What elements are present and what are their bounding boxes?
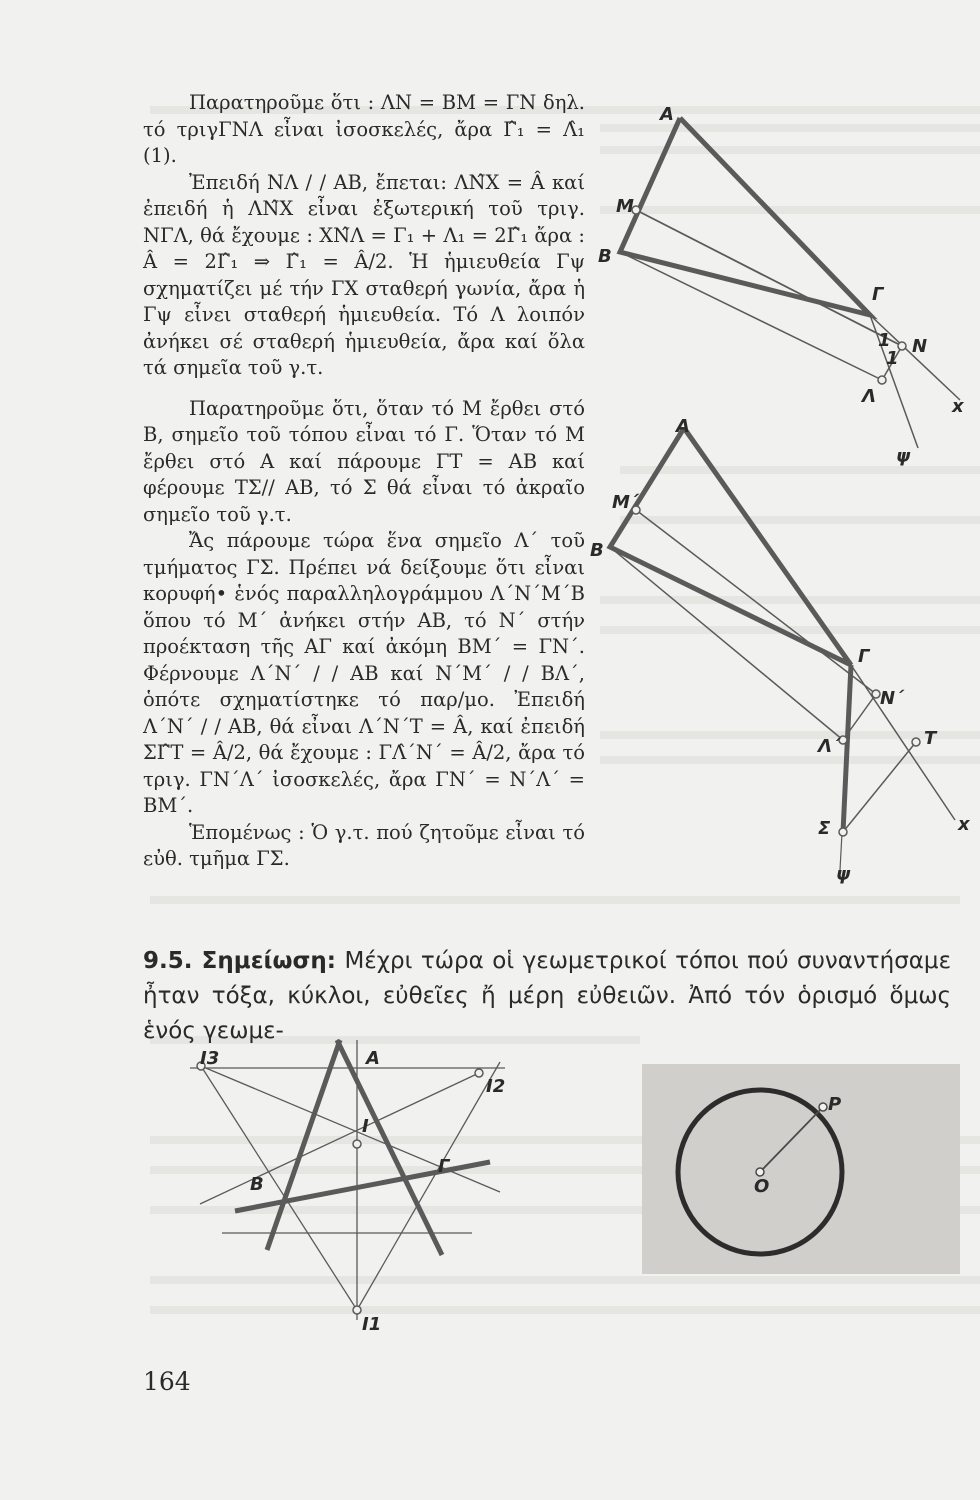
page-number: 164 bbox=[143, 1367, 191, 1396]
proof-paragraph-1: Παρατηροῦμε ὅτι : ΛΝ = ΒΜ = ΓΝ δηλ. τό τριγΓΝΛ εἶναι ἰσοσκελές, ἄρα Γ̂₁ = Λ̂₁ (1). bbox=[143, 91, 585, 167]
note-text: Μέχρι τώρα οἱ γεωμετρικοί τόποι πού συναντήσαμε ἦταν τόξα, κύκλοι, εὐθεῖες ἤ μέρη εὐθειῶν. Ἀπό τόν ὁρισμό ὅμως ἑνός γεωμε- bbox=[143, 948, 951, 1044]
proof-paragraph-5: Ἑπομένως : Ὁ γ.τ. πού ζητοῦμε εἶναι τό εὐθ. τμῆμα ΓΣ. bbox=[143, 820, 585, 870]
fig3-label-i3: I3 bbox=[200, 1048, 220, 1069]
proof-paragraph-4: Ἄς πάρουμε τώρα ἕνα σημεῖο Λ΄ τοῦ τμήματος ΓΣ. Πρέπει νά δείξουμε ὅτι εἶναι κορυφή• ἑνός παραλληλογράμμου Λ΄Ν΄Μ΄Β ὅπου τό Μ΄ ἀνήκει στήν ΑΒ, τό Ν΄ στήν προέκταση τῆς ΑΓ καί ἀκόμη ΒΜ΄ = ΓΝ΄. Φέρνουμε Λ΄Ν΄ / / ΑΒ καί Ν΄Μ΄ / / ΒΛ΄, ὁπότε σχηματίστηκε τό παρ/μο. Ἐπειδή Λ΄Ν΄ / / ΑΒ, θά εἶναι Λ΄Ν΄Τ = Â, καί ἐπειδή ΣΓ̂Τ = Â/2, θά ἔχουμε : ΓΛ̂΄Ν΄ = Â/2, ἄρα τό τριγ. ΓΝ΄Λ΄ ἰσοσκελές, ἄρα ΓΝ΄ = Ν΄Λ΄ = ΒΜ΄. bbox=[143, 529, 585, 817]
fig2-label-b: B bbox=[590, 540, 604, 561]
fig2-label-a: A bbox=[676, 416, 690, 437]
fig1-label-angle-1a: 1 bbox=[878, 330, 891, 351]
figure-2-segment-locus bbox=[585, 415, 980, 890]
figure-3-incenter-excenters bbox=[170, 1035, 530, 1335]
fig4-label-o: O bbox=[754, 1176, 770, 1197]
fig2-label-t: T bbox=[924, 728, 937, 749]
fig3-label-i: I bbox=[362, 1116, 369, 1137]
fig1-label-a: A bbox=[660, 104, 674, 125]
fig3-label-i1: I1 bbox=[362, 1314, 382, 1335]
fig2-label-m-prime: M΄ bbox=[612, 492, 638, 513]
fig3-label-a: A bbox=[366, 1048, 380, 1069]
proof-text-column bbox=[143, 90, 585, 873]
fig1-label-gamma: Γ bbox=[872, 284, 884, 305]
fig1-label-m: M bbox=[616, 196, 634, 217]
fig3-label-b: B bbox=[250, 1174, 264, 1195]
fig4-label-p: P bbox=[828, 1094, 842, 1115]
fig3-label-gamma: Γ bbox=[438, 1156, 450, 1177]
fig2-label-psi: ψ bbox=[836, 864, 851, 885]
fig2-label-n-prime: N΄ bbox=[880, 688, 904, 709]
fig2-label-lambda-prime: Λ΄ bbox=[818, 736, 840, 757]
note-heading: 9.5. Σημείωση: bbox=[143, 948, 336, 974]
fig2-label-x: x bbox=[958, 814, 970, 835]
fig1-label-lambda: Λ bbox=[862, 386, 876, 407]
fig2-label-sigma: Σ bbox=[818, 818, 831, 839]
fig3-label-i2: I2 bbox=[486, 1076, 506, 1097]
proof-paragraph-3: Παρατηροῦμε ὅτι, ὅταν τό Μ ἔρθει στό Β, σημεῖο τοῦ τόπου εἶναι τό Γ. Ὅταν τό Μ ἔρθει στό Α καί πάρουμε ΓΤ = ΑΒ καί φέρουμε ΤΣ// ΑΒ, τό Σ θά εἶναι τό ἀκραῖο σημεῖο τοῦ γ.τ. bbox=[143, 396, 585, 526]
fig1-label-b: B bbox=[598, 246, 612, 267]
fig2-label-gamma: Γ bbox=[858, 646, 870, 667]
fig1-label-angle-1b: 1 bbox=[886, 348, 899, 369]
fig1-label-x: x bbox=[952, 396, 964, 417]
fig1-label-n: N bbox=[912, 336, 928, 357]
figure-4-circle-locus bbox=[642, 1064, 960, 1274]
fig1-label-psi: ψ bbox=[896, 446, 911, 467]
note-section bbox=[143, 944, 951, 1049]
proof-paragraph-2: Ἐπειδή ΝΛ / / ΑΒ, ἔπεται: ΛΝ̂Χ = Â καί ἐπειδή ἡ ΛΝ̂Χ εἶναι ἐξωτερική τοῦ τριγ. ΝΓΛ, θά ἔχουμε : ΧΝ̂Λ = Γ₁ + Λ₁ = 2Γ̂₁ ἄρα : Â = 2Γ̂₁ ⇒ Γ̂₁ = Â/2. Ἡ ἡμιευθεία Γψ σχηματίζει μέ τήν ΓΧ σταθερή γωνία, ἄρα ἡ Γψ εἶνει σταθερή ἡμιευθεία. Τό Λ λοιπόν ἀνήκει σέ σταθερή ἡμιευθεία, ἄρα καί ὅλα τά σημεῖα τοῦ γ.τ. bbox=[143, 170, 585, 379]
